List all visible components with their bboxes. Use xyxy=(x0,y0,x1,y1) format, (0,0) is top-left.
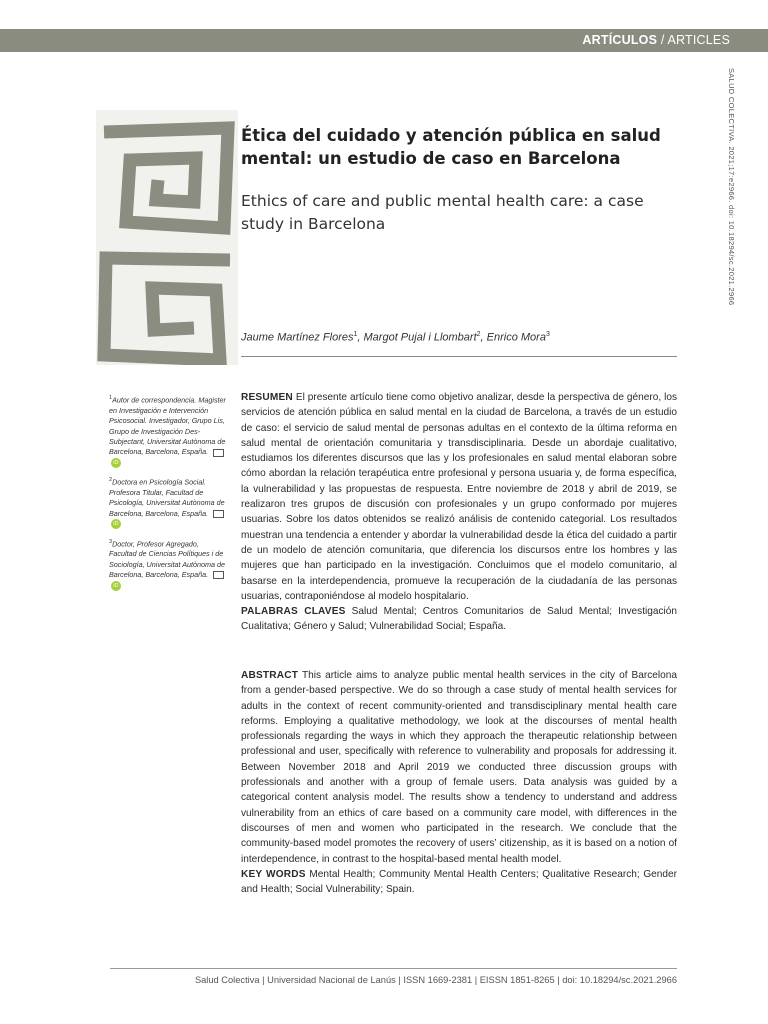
resumen-text: El presente artículo tiene como objetivo analizar, desde la perspectiva de género, los servicios de atención pública en salud mental en la ciudad de Barcelona, a través de un estudio de caso: el servicio de salud mental de personas adultas en el contexto de la última reforma en salud mental de orientación comunitaria y transdisciplinaria. Desde un abordaje cualitativo, estudiamos los diferentes discursos que las y los profesionales en salud mental elaboran sobre cómo abordan la relación terapéutica entre profesional y persona usuaria y, de forma específica, la vulnerabilidad y las propuestas de respuesta. Entre noviembre de 2018 y abril de 2019, se realizaron tres grupos de discusión con profesionales y un grupo conformado por mujeres usuarias. Sobre los datos obtenidos se realizó análisis de contenido categorial. Los resultados muestran una tendencia a entender y abordar la vulnerabilidad desde la ética del cuidado a partir de un modelo de atención comunitaria, que diferencia los discursos entre los hombres y las mujeres que han participado en la investigación. Concluimos que el modelo comunitario, al basarse en la interdependencia, promueve la recuperación de la ciudadanía de las personas usuarias, contraponiéndose al modelo hospitalario. xyxy=(241,392,677,602)
key-words-paragraph xyxy=(241,867,677,898)
affiliation-notes xyxy=(109,393,227,598)
section-label-es: ARTÍCULOS xyxy=(582,33,658,47)
author-list: Jaume Martínez Flores$^1$, Margot Pujal i Llombart$^2$, Enrico Mora$^3$ xyxy=(241,331,550,344)
journal-logo xyxy=(96,110,238,365)
affiliation-note xyxy=(109,537,227,591)
author-mark: 2 xyxy=(476,331,481,338)
affiliation-note xyxy=(109,393,227,468)
orcid-icon[interactable]: iD xyxy=(111,458,121,468)
abstract-label: ABSTRACT xyxy=(241,670,299,681)
resumen-paragraph xyxy=(241,390,677,604)
author-mark: 1 xyxy=(353,331,358,338)
author-name: Enrico Mora xyxy=(486,331,546,344)
section-label xyxy=(582,33,730,47)
affiliation-mark: 1 xyxy=(109,395,113,401)
abstract-block xyxy=(241,668,677,897)
affiliation-mark: 2 xyxy=(109,477,113,484)
affiliation-text: Doctor, Profesor Agregado, Facultad de Ciencias Polítiques i de Sociología, Universitat Autònoma de Barcelona, Barcelona, España. xyxy=(109,539,225,580)
affiliation-text: Doctora en Psicología Social. Profesora Titular, Facultad de Psicología, Universitat Autònoma de Barcelona, Barcelona, España. xyxy=(109,477,225,518)
title-divider xyxy=(241,356,677,357)
abstract-text: This article aims to analyze public mental health services in the city of Barcelona from a gender-based perspective. We do so through a case study of mental health services for adults in the context of recent community-oriented and transdisciplinary mental health care reforms. Employing a qualitative methodology, we look at the discourses of mental health professionals regarding the ways in which they approach the therapeutic relationship between professional and user, specifically with reference to vulnerability and proposals for addressing it. Between November 2018 and April 2019 we conducted three discussion groups with professionals and another with a group of female users. Data analysis was guided by a categorical content analysis model. The results show a tendency to understand and address vulnerability from an ethics of care based on a community care model, with differences in the discourses of men and women who participated in the research. We conclude that the community-based model promotes the recovery of users’ citizenship, as it is based on a notion of interdependence, in contrast to the hospital-based mental health model. xyxy=(241,670,677,865)
affiliation-text: Autor de correspondencia. Magister en Investigación e Intervención Psicosocial. Investigador, Grupo Lis, Grupo de Investigación Des-Subjectant, Universitat Autònoma de Barcelona, Barcelona, España. xyxy=(109,395,226,457)
article-title-en: Ethics of care and public mental health care: a case study in Barcelona xyxy=(241,192,644,233)
orcid-icon[interactable]: iD xyxy=(111,581,121,591)
affiliation-note xyxy=(109,475,227,529)
author-name: Jaume Martínez Flores xyxy=(241,331,354,344)
email-icon[interactable] xyxy=(213,449,224,457)
spiral-logo-icon xyxy=(96,110,238,365)
section-label-en: ARTICLES xyxy=(667,33,730,47)
footer-divider xyxy=(110,968,677,969)
author-name: Margot Pujal i Llombart xyxy=(363,331,477,344)
page-footer: Salud Colectiva | Universidad Nacional de Lanús | ISSN 1669-2381 | EISSN 1851-8265 | doi: 10.18294/sc.2021.2966 xyxy=(194,975,677,985)
palabras-claves-text: Salud Mental; Centros Comunitarios de Salud Mental; Investigación Cualitativa; Género y Salud; Vulnerabilidad Social; España. xyxy=(241,606,678,633)
email-icon[interactable] xyxy=(213,510,224,518)
journal-side-reference: SALUD COLECTIVA. 2021;17:e2966. doi: 10.18294/sc.2021.2966 xyxy=(727,68,736,306)
section-header-bar xyxy=(0,29,768,52)
resumen-label: RESUMEN xyxy=(241,392,293,403)
palabras-claves-paragraph xyxy=(241,604,677,635)
section-separator: / xyxy=(657,33,668,47)
email-icon[interactable] xyxy=(213,571,224,579)
palabras-claves-label: PALABRAS CLAVES xyxy=(241,606,346,618)
affiliation-mark: 3 xyxy=(109,538,113,545)
abstract-paragraph xyxy=(241,668,677,867)
article-title-es: Ética del cuidado y atención pública en salud mental: un estudio de caso en Barcelona xyxy=(241,126,661,168)
resumen-block xyxy=(241,390,677,635)
orcid-icon[interactable]: iD xyxy=(111,519,121,529)
key-words-label: KEY WORDS xyxy=(241,868,306,880)
author-mark: 3 xyxy=(545,331,550,338)
key-words-text: Mental Health; Community Mental Health Centers; Qualitative Research; Gender and Health; Social Vulnerability; Spain. xyxy=(241,868,677,896)
